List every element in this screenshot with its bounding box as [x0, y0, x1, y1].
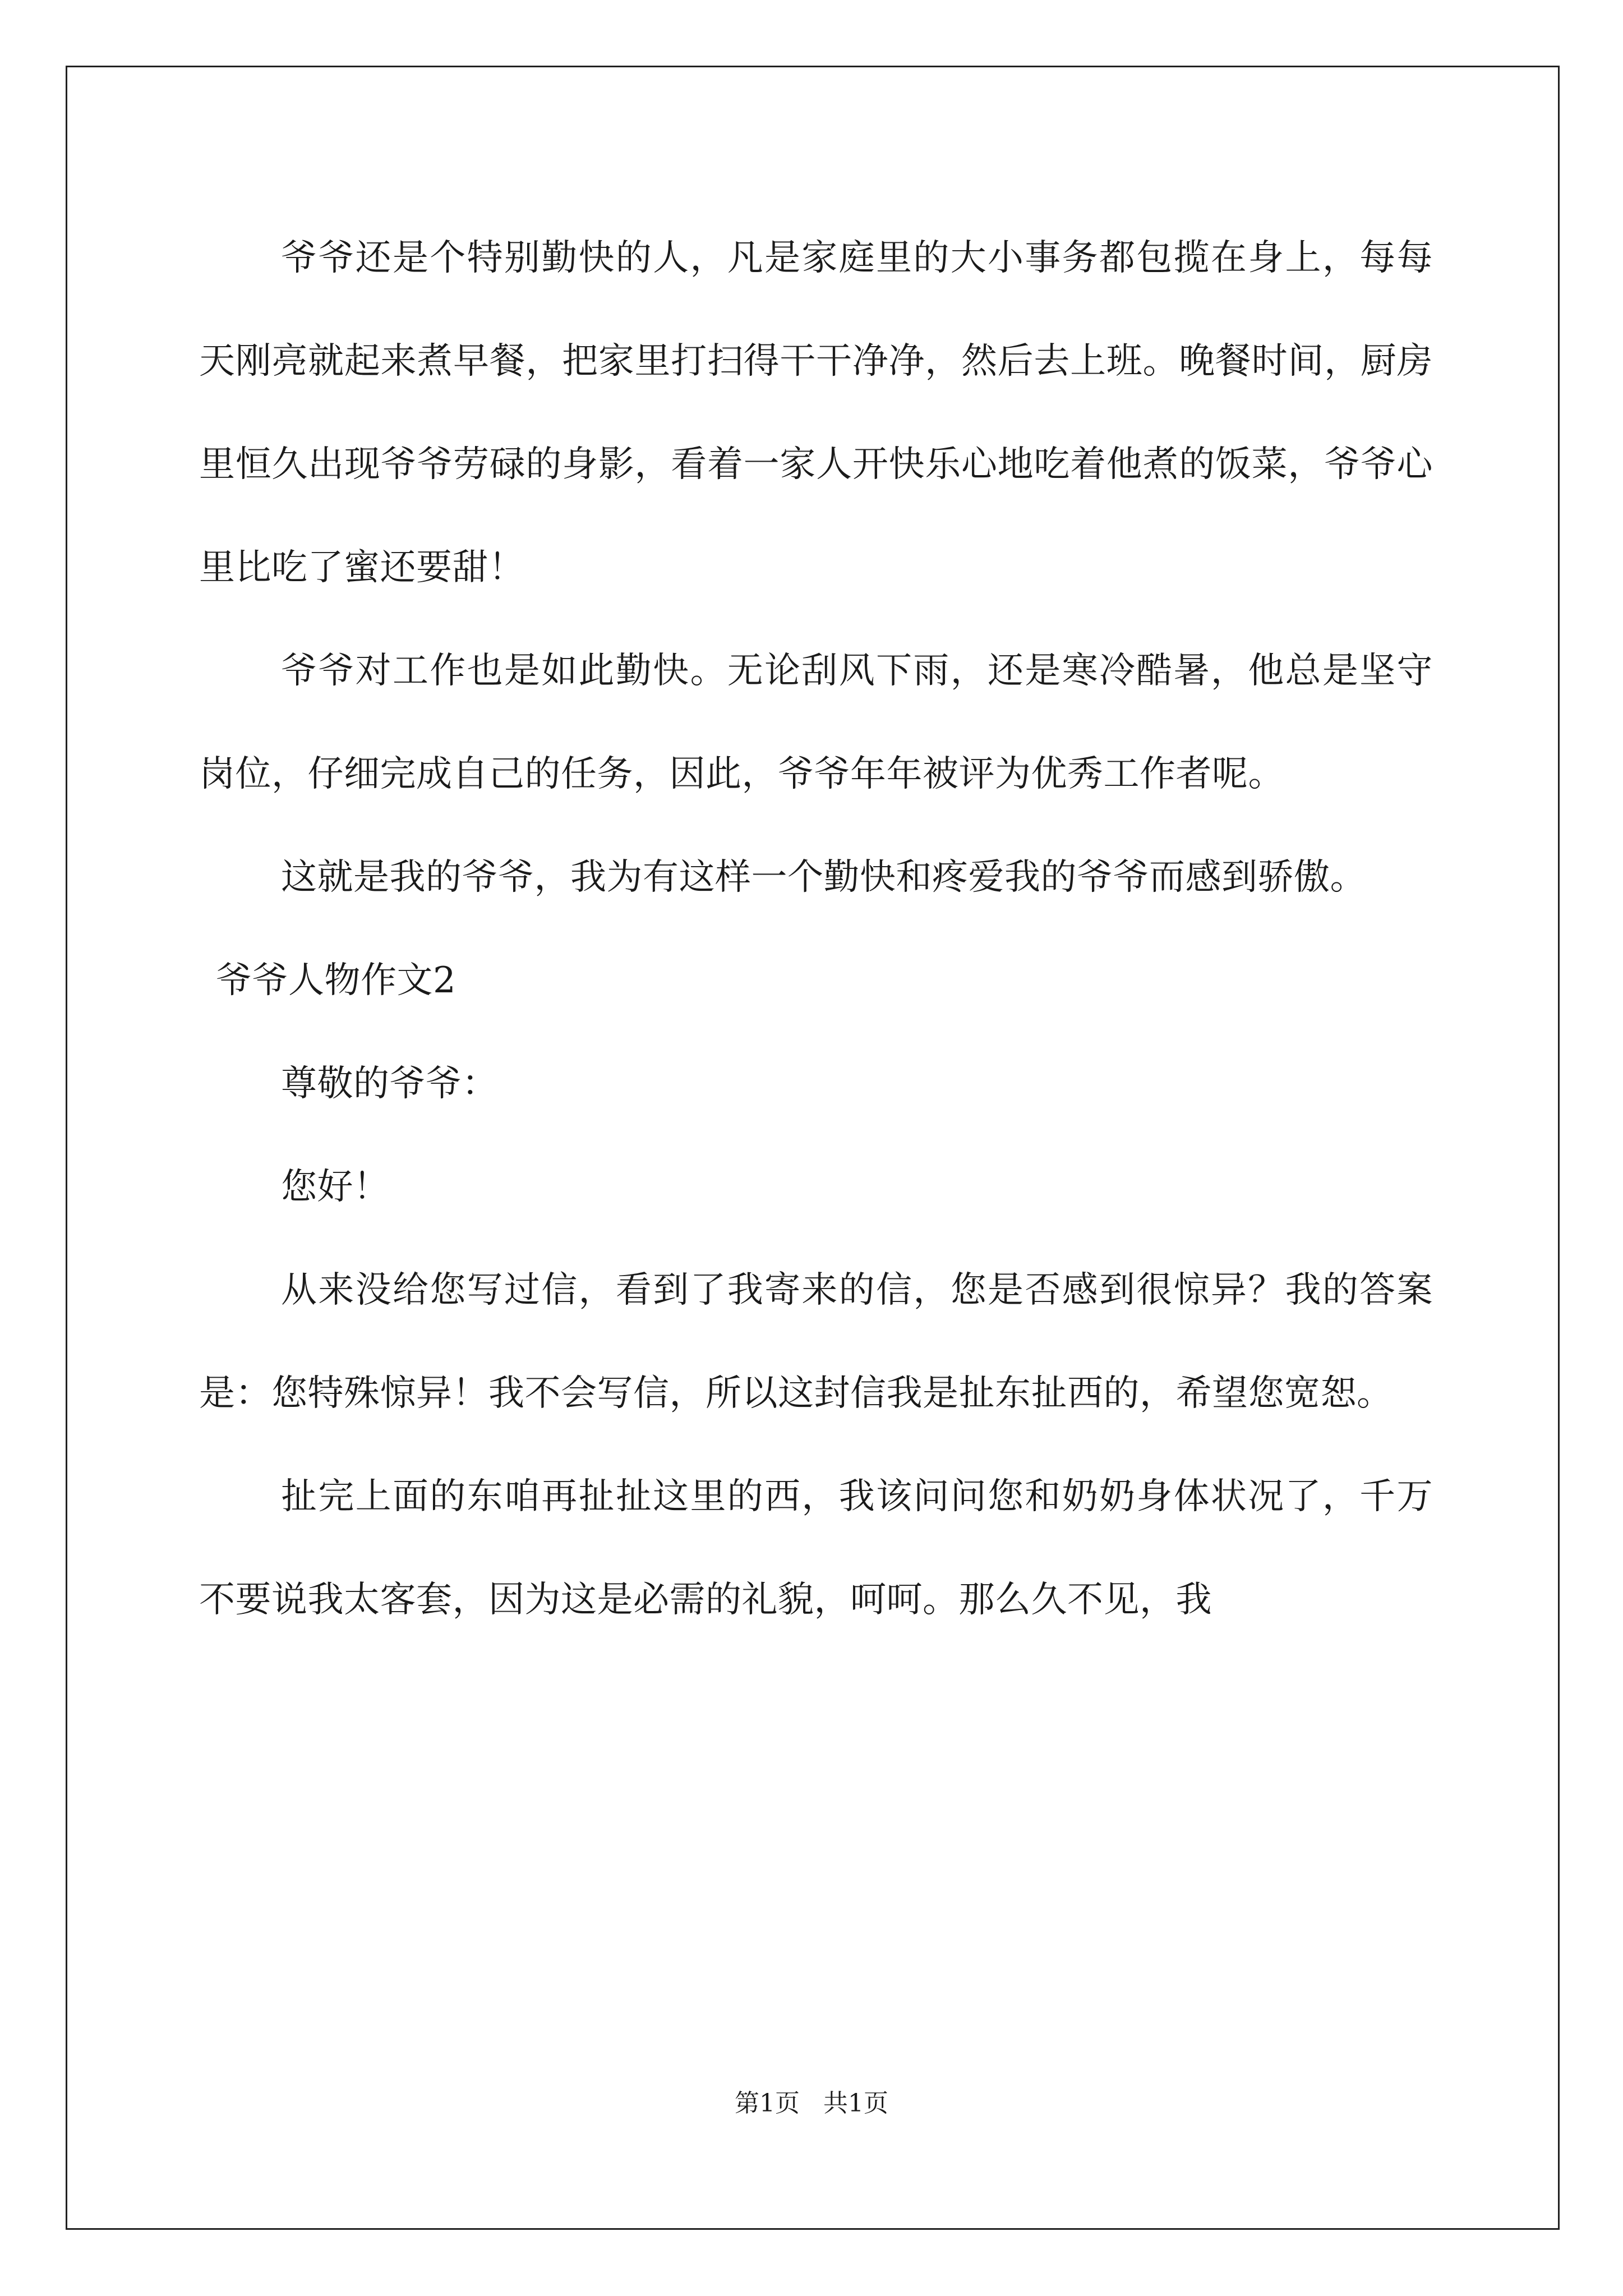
document-body: [199, 206, 1433, 1651]
page-number: 第1页: [735, 2089, 800, 2118]
paragraph: 扯完上面的东咱再扯扯这里的西，我该问问您和奶奶身体状况了，千万不要说我太客套，因为这是必需的礼貌，呵呵。那么久不见，我: [199, 1476, 1433, 1621]
page-footer: [0, 2087, 1623, 2120]
paragraph: 从来没给您写过信，看到了我寄来的信，您是否感到很惊异？我的答案是：您特殊惊异！我不会写信，所以这封信我是扯东扯西的，希望您宽恕。: [199, 1269, 1433, 1414]
letter-salutation: 尊敬的爷爷：: [281, 1063, 498, 1105]
paragraph: 爷爷还是个特别勤快的人，凡是家庭里的大小事务都包揽在身上，每每天刚亮就起来煮早餐，把家里打扫得干干净净，然后去上班。晚餐时间，厨房里恒久出现爷爷劳碌的身影，看着一家人开快乐心地吃着他煮的饭菜，爷爷心里比吃了蜜还要甜！: [199, 237, 1433, 588]
section-title: 爷爷人物作文2: [216, 960, 457, 1001]
paragraph: 这就是我的爷爷，我为有这样一个勤快和疼爱我的爷爷而感到骄傲。: [281, 857, 1366, 898]
page-count: 共1页: [823, 2089, 888, 2118]
letter-greeting: 您好！: [281, 1166, 390, 1208]
paragraph: 爷爷对工作也是如此勤快。无论刮风下雨，还是寒冷酷暑，他总是坚守岗位，仔细完成自己的任务，因此，爷爷年年被评为优秀工作者呢。: [199, 650, 1433, 795]
